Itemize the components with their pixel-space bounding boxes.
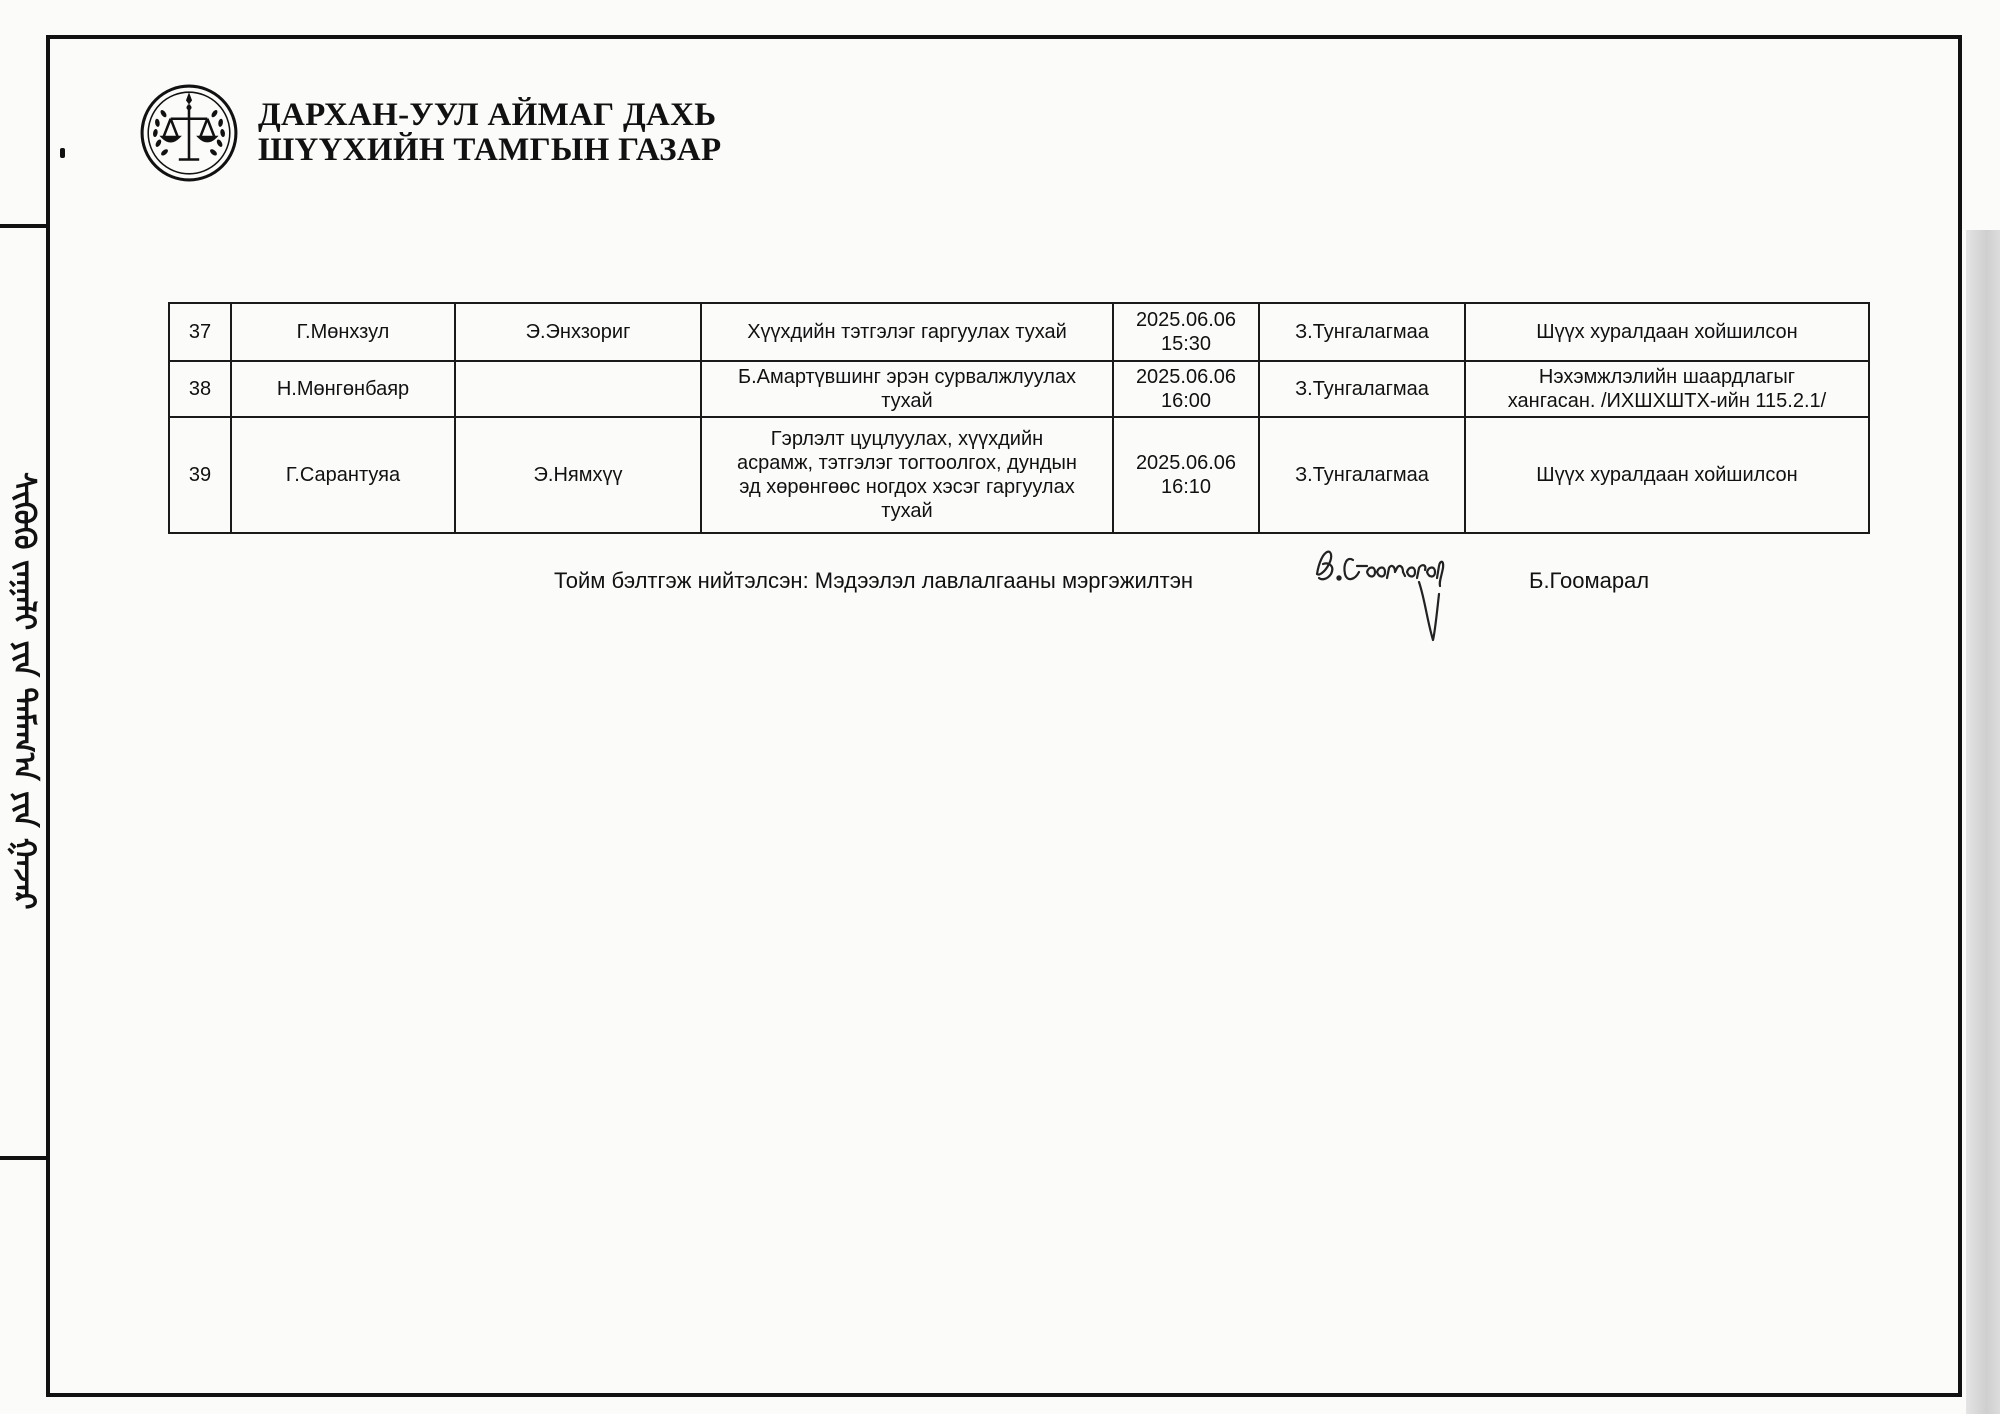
case-subject-text: Б.Амартүвшинг эрэн сурвалжлуулах <box>737 366 1077 388</box>
side-rule-bottom <box>0 1156 46 1160</box>
case-result-text: Шүүх хуралдаан хойшилсон <box>1536 321 1798 343</box>
plaintiff-cell <box>231 361 455 417</box>
hearing-datetime-text: 2025.06.06 <box>1135 309 1237 331</box>
case-subject-text: тухай <box>881 500 933 522</box>
case-result-text: Шүүх хуралдаан хойшилсон <box>1536 464 1798 486</box>
page-frame <box>46 35 1962 1397</box>
hearing-datetime-text: 15:30 <box>1160 333 1212 355</box>
case-number-text: 37 <box>188 321 212 343</box>
institution-title <box>258 98 721 168</box>
institution-title-line-2: ШҮҮХИЙН ТАМГЫН ГАЗАР <box>258 132 722 168</box>
case-number-cell <box>169 361 231 417</box>
case-subject-text: Гэрлэлт цуцлуулах, хүүхдийн <box>770 428 1044 450</box>
institution-title-line-1: ДАРХАН-УУЛ АЙМАГ ДАХЬ <box>258 97 717 133</box>
footer <box>554 568 1754 678</box>
judge-cell <box>1259 303 1465 361</box>
defendant-cell <box>455 361 701 417</box>
case-result-cell <box>1465 417 1869 533</box>
hearing-datetime-text: 2025.06.06 <box>1135 452 1237 474</box>
judge-text: З.Тунгалагмаа <box>1295 464 1429 486</box>
plaintiff-text: Н.Мөнгөнбаяр <box>276 378 410 400</box>
plaintiff-text: Г.Мөнхзул <box>296 321 390 343</box>
table-row <box>169 417 1869 533</box>
judge-cell <box>1259 361 1465 417</box>
table-row <box>169 361 1869 417</box>
prepared-by-label: Тойм бэлтгэж нийтэлсэн: Мэдээлэл лавлалгааны мэргэжилтэн <box>554 568 1194 593</box>
hearing-datetime-text: 2025.06.06 <box>1135 366 1237 388</box>
hearing-datetime-cell <box>1113 417 1259 533</box>
case-subject-cell <box>701 303 1113 361</box>
case-number-text: 39 <box>188 464 212 486</box>
court-emblem-icon <box>138 82 240 184</box>
defendant-text: Э.Нямхүү <box>533 464 623 486</box>
hearing-datetime-cell <box>1113 361 1259 417</box>
defendant-cell <box>455 417 701 533</box>
document-header <box>138 82 721 184</box>
hearing-datetime-text: 16:00 <box>1160 390 1212 412</box>
handwritten-signature <box>1309 542 1459 652</box>
case-number-text: 38 <box>188 378 212 400</box>
judge-text: З.Тунгалагмаа <box>1295 321 1429 343</box>
table-row <box>169 303 1869 361</box>
hearing-datetime-cell <box>1113 303 1259 361</box>
vertical-mongolian-script: ᠰᠢᠭᠦᠬᠦ ᠵᠠᠭᠠᠯᠢ ᠶᠢᠨ ᠲᠠᠮᠠᠭ᠎ᠠ ᠶᠢᠨ ᠭᠠᠵᠠᠷ <box>6 472 42 910</box>
case-subject-text: тухай <box>881 390 933 412</box>
case-number-cell <box>169 417 231 533</box>
judge-text: З.Тунгалагмаа <box>1295 378 1429 400</box>
plaintiff-cell <box>231 417 455 533</box>
plaintiff-cell <box>231 303 455 361</box>
case-result-text: хангасан. /ИХШХШТХ-ийн 115.2.1/ <box>1507 390 1827 412</box>
signer-name: Б.Гоомарал <box>1529 568 1650 593</box>
hearing-datetime-text: 16:10 <box>1160 476 1212 498</box>
case-subject-cell <box>701 361 1113 417</box>
case-subject-text: эд хөрөнгөөс ногдох хэсэг гаргуулах <box>739 476 1075 498</box>
scan-edge-shadow <box>1966 230 2000 1414</box>
defendant-cell <box>455 303 701 361</box>
case-subject-cell <box>701 417 1113 533</box>
case-subject-text: Хүүхдийн тэтгэлэг гаргуулах тухай <box>747 321 1067 343</box>
case-number-cell <box>169 303 231 361</box>
case-result-text: Нэхэмжлэлийн шаардлагыг <box>1538 366 1796 388</box>
defendant-text: Э.Энхзориг <box>525 321 631 343</box>
case-subject-text: асрамж, тэтгэлэг тогтоолгох, дундын <box>737 452 1077 474</box>
judge-cell <box>1259 417 1465 533</box>
court-schedule-table <box>168 302 1870 534</box>
side-rule-top <box>0 224 46 228</box>
case-result-cell <box>1465 303 1869 361</box>
case-result-cell <box>1465 361 1869 417</box>
plaintiff-text: Г.Сарантуяа <box>285 464 401 486</box>
